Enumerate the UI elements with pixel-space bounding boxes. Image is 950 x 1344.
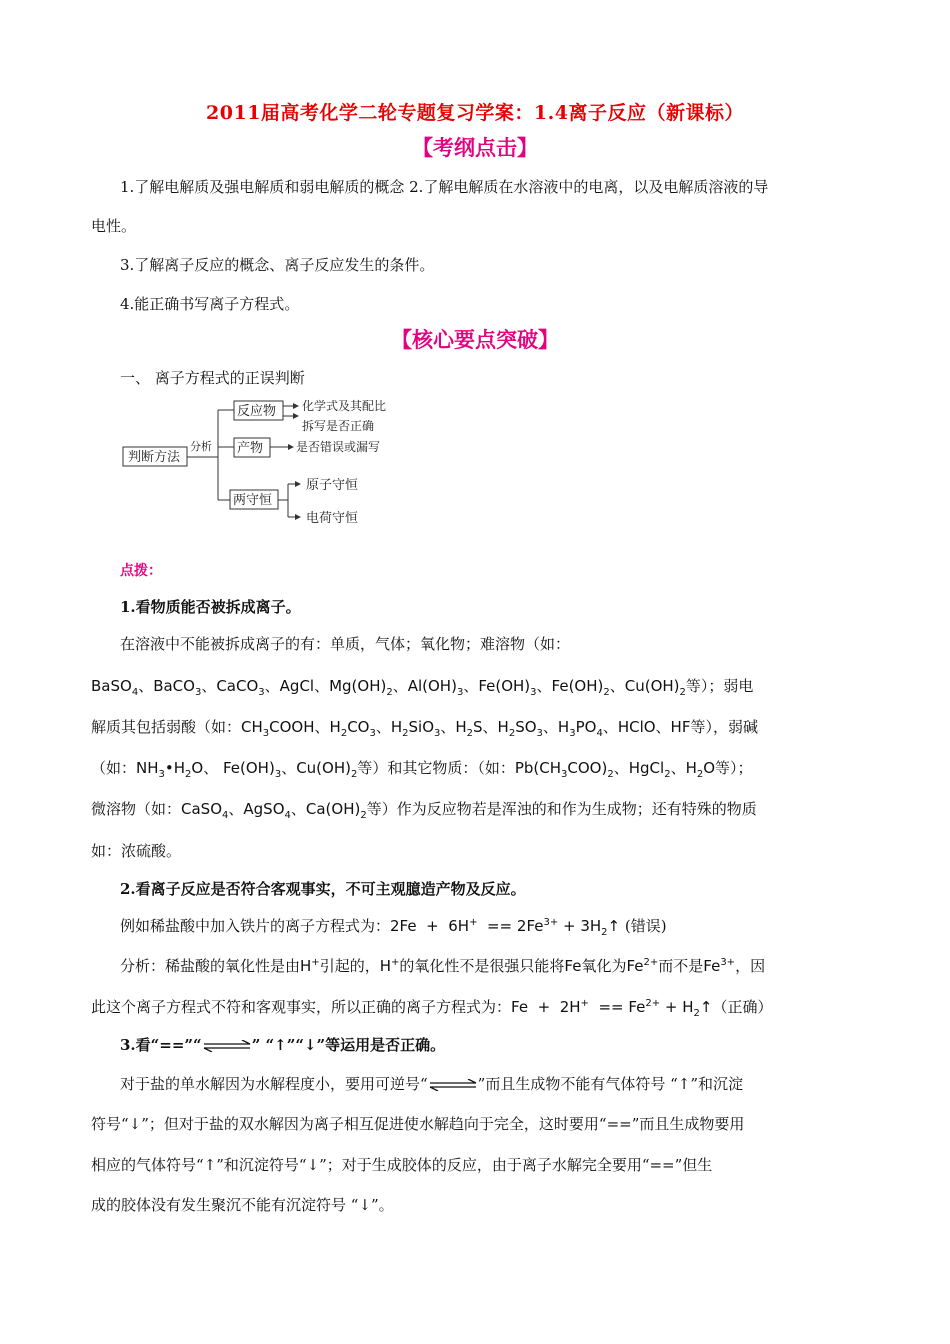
point3-title [120, 1034, 445, 1055]
micro-pre: 微溶物（如： [91, 800, 182, 818]
weak-acid-post: 等），弱碱 [690, 718, 758, 736]
point3-line2: 符号“↓”；但对于盐的双水解因为离子相互促进使水解趋向于完全，这时要用“==”而且生成物要用 [91, 1115, 745, 1133]
point3-title-b: ” “↑”“↓”等运用是否正确。 [251, 1036, 446, 1054]
point3-l1b: ”而且生成物不能有气体符号 “↑”和沉淀 [477, 1075, 744, 1093]
point1-insoluble-list: BaSO$_4$、BaCO$_3$、CaCO$_3$、AgCl、$Mg(OH)_2$、$Al(OH)_3$、$Fe(OH)_3$、$Fe(OH)_2$、$Cu(OH)_2$等）；弱电 [91, 677, 754, 698]
point2-conclusion: 此这个离子方程式不符和客观事实，所以正确的离子方程式为：$Fe + 2H^+ == Fe^{2+}$ + $H_2↑$（正确） [91, 998, 773, 1019]
analysis-mid2: 的氧化性不是很强只能将 [399, 957, 565, 975]
point1-micro-soluble: 微溶物（如：CaSO$_4$、AgSO$_4$、$Ca(OH)_2$等）作为反应物若是浑浊的和作为生成物；还有特殊的物质 [91, 800, 757, 821]
section-heading-exam-points: 【考纲点击】 [412, 135, 538, 160]
other-post: 等）； [715, 759, 753, 777]
heading-judgement: 一、 离子方程式的正误判断 [120, 369, 305, 387]
analysis-pre: 分析：稀盐酸的氧化性是由 [120, 957, 301, 975]
point3-l1a: 对于盐的单水解因为水解程度小，要用可逆号“ [120, 1075, 428, 1093]
point1-weak-elec: 等）；弱电 [685, 677, 754, 695]
example-tag: (错误) [624, 917, 667, 935]
exam-point-2: 3.了解离子反应的概念、离子反应发生的条件。 [120, 256, 435, 274]
diagram-analysis: 分析 [190, 440, 212, 453]
example-pre: 例如稀盐酸中加入铁片的离子方程式为： [120, 917, 391, 935]
document-title: 2011届高考化学二轮专题复习学案：1.4离子反应（新课标） [206, 102, 744, 124]
diagram-method: 判断方法 [128, 450, 181, 465]
point2-analysis: 分析：稀盐酸的氧化性是由H+引起的，H+的氧化性不是很强只能将Fe氧化为$Fe^{2+}$而不是$Fe^{3+}$，因 [120, 957, 766, 975]
point1-intro: 在溶液中不能被拆成离子的有：单质，气体；氧化物；难溶物（如： [120, 635, 571, 653]
tip-label: 点拨： [120, 563, 162, 579]
micro-post: 等 [366, 800, 382, 818]
base-pre: （如： [91, 759, 137, 777]
diagram-atom: 原子守恒 [306, 478, 359, 493]
base-post: 等）和其它物质：（如： [357, 759, 515, 777]
micro-act: ）作为反应物若是浑浊的和作为生成物；还有特殊的物质 [381, 800, 757, 818]
point3-line3: 相应的气体符号“↑”和沉淀符号“↓”；对于生成胶体的反应，由于离子水解完全要用“==”但生 [91, 1156, 713, 1174]
reversible-arrow-icon [202, 1040, 252, 1052]
analysis-mid4: 而不是 [658, 957, 704, 975]
conclusion-pre: 此这个离子方程式不符和客观事实，所以正确的离子方程式为： [91, 998, 512, 1016]
exam-point-3: 4.能正确书写离子方程式。 [120, 295, 300, 313]
diagram-product: 产物 [237, 441, 264, 456]
diagram-error: 是否错误或漏写 [296, 440, 381, 454]
conclusion-tag: （正确） [712, 998, 773, 1016]
section-heading-core-points: 【核心要点突破】 [391, 327, 559, 352]
point3-line1 [120, 1073, 743, 1094]
exam-point-1b: 电性。 [91, 217, 137, 235]
point2-example: 例如稀盐酸中加入铁片的离子方程式为：$2Fe + 6H^+ == 2Fe^{3+}$ + $3H_2↑$ (错误) [120, 917, 667, 938]
point1-weak-acid: 解质其包括弱酸（如：$CH_3COOH$、$H_2CO_3$、$H_2SiO_3$、$H_2S$、$H_2SO_3$、$H_3PO_4$、HClO、HF等），弱碱 [91, 718, 758, 739]
judgement-diagram [118, 392, 418, 532]
point1-weak-base: （如：$NH_3•H_2O$、 $Fe(OH)_3$、$Cu(OH)_2$等）和其它物质：（如：$Pb(CH_3COO)_2$、HgCl$_2$、$H_2O$等）； [91, 759, 753, 780]
analysis-end: ，因 [735, 957, 766, 975]
point3-title-a: 3.看“==”“ [120, 1036, 202, 1054]
analysis-mid1: 引起的， [319, 957, 380, 975]
point2-title: 2.看离子反应是否符合客观事实，不可主观臆造产物及反应。 [120, 880, 526, 898]
diagram-charge: 电荷守恒 [306, 511, 359, 526]
diagram-split: 拆写是否正确 [302, 419, 375, 433]
reversible-arrow-icon [428, 1079, 478, 1091]
point3-line4: 成的胶体没有发生聚沉不能有沉淀符号 “↓”。 [91, 1196, 394, 1214]
exam-point-1a: 1.了解电解质及强电解质和弱电解质的概念 2.了解电解质在水溶液中的电离，以及电解质溶液的导 [120, 178, 769, 196]
diagram-reactant: 反应物 [237, 404, 277, 419]
diagram-formula: 化学式及其配比 [302, 399, 387, 413]
weak-acid-pre: 解质其包括弱酸（如： [91, 718, 242, 736]
analysis-mid3: 氧化为 [581, 957, 627, 975]
point1-last: 如：浓硫酸。 [91, 842, 182, 860]
diagram-two-conservation: 两守恒 [233, 493, 273, 508]
point1-title: 1.看物质能否被拆成离子。 [120, 598, 301, 616]
